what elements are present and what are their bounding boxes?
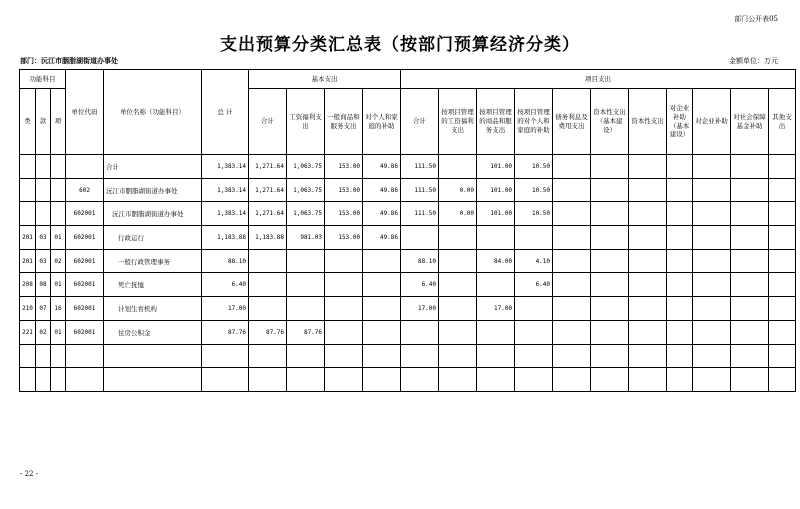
cell-kuan: 08 xyxy=(36,273,51,297)
cell-b-total: 1,271.64 xyxy=(249,202,287,226)
cell-xiang: 16 xyxy=(51,297,66,321)
table-cell xyxy=(731,249,769,273)
table-cell xyxy=(325,344,363,368)
cell-b-salary: 87.76 xyxy=(287,320,325,344)
cell-b-personal: 49.86 xyxy=(363,155,401,179)
table-cell xyxy=(629,368,667,392)
table-row xyxy=(20,249,796,273)
table-cell xyxy=(693,226,731,250)
cell-p-goods: 84.00 xyxy=(477,249,515,273)
table-cell xyxy=(591,202,629,226)
unit-code-header: 单位代码 xyxy=(66,70,104,155)
cell-b-salary: 1,063.75 xyxy=(287,155,325,179)
cell-b-total xyxy=(249,249,287,273)
table-cell xyxy=(477,344,515,368)
table-cell xyxy=(629,202,667,226)
cell-total: 1,383.14 xyxy=(202,155,249,179)
cell-lei: 201 xyxy=(20,249,36,273)
project-goods-header: 按项目管理的商品和服务支出 xyxy=(477,89,515,155)
cell-p-personal: 6.40 xyxy=(515,273,553,297)
table-cell xyxy=(553,202,591,226)
table-row xyxy=(20,178,796,202)
project-enterprise-header: 对企业补助 xyxy=(693,89,731,155)
table-cell xyxy=(667,249,693,273)
cell-b-total: 1,271.64 xyxy=(249,155,287,179)
cell-p-personal: 10.50 xyxy=(515,202,553,226)
table-cell xyxy=(591,226,629,250)
table-cell xyxy=(591,155,629,179)
cell-b-goods xyxy=(325,273,363,297)
cell-xiang: 01 xyxy=(51,273,66,297)
kuan-header: 款 xyxy=(36,89,51,155)
table-cell xyxy=(693,368,731,392)
cell-p-salary xyxy=(439,155,477,179)
cell-lei xyxy=(20,155,36,179)
cell-p-total: 88.10 xyxy=(401,249,439,273)
table-row xyxy=(20,320,796,344)
cell-name: 住房公积金 xyxy=(104,320,202,344)
cell-xiang: 02 xyxy=(51,249,66,273)
form-number: 部门公开表05 xyxy=(734,15,778,23)
cell-lei: 201 xyxy=(20,226,36,250)
table-cell xyxy=(591,297,629,321)
table-cell xyxy=(51,368,66,392)
table-cell xyxy=(553,368,591,392)
cell-p-goods: 17.00 xyxy=(477,297,515,321)
table-cell xyxy=(325,368,363,392)
project-expense-header: 项目支出 xyxy=(401,70,796,89)
cell-p-salary: 0.00 xyxy=(439,178,477,202)
total-header: 总 计 xyxy=(202,70,249,155)
project-personal-header: 按项目管理的对个人和家庭的补助 xyxy=(515,89,553,155)
table-cell xyxy=(693,249,731,273)
table-cell xyxy=(667,368,693,392)
table-cell xyxy=(769,155,796,179)
table-cell xyxy=(769,368,796,392)
cell-b-total: 87.76 xyxy=(249,320,287,344)
cell-p-goods: 101.00 xyxy=(477,178,515,202)
table-cell xyxy=(629,320,667,344)
cell-b-goods: 153.00 xyxy=(325,178,363,202)
cell-name: 一般行政管理事务 xyxy=(104,249,202,273)
cell-b-salary xyxy=(287,273,325,297)
table-cell xyxy=(591,273,629,297)
cell-p-goods xyxy=(477,226,515,250)
table-cell xyxy=(769,202,796,226)
cell-b-goods: 153.00 xyxy=(325,226,363,250)
cell-p-goods xyxy=(477,320,515,344)
cell-xiang xyxy=(51,202,66,226)
cell-p-salary: 0.00 xyxy=(439,202,477,226)
table-cell xyxy=(769,273,796,297)
basic-expense-header: 基本支出 xyxy=(249,70,401,89)
cell-b-personal: 49.86 xyxy=(363,178,401,202)
table-cell xyxy=(553,320,591,344)
table-cell xyxy=(731,178,769,202)
project-salary-header: 按项目管理的工资福利支出 xyxy=(439,89,477,155)
cell-name: 计划生育机构 xyxy=(104,297,202,321)
cell-p-total: 6.40 xyxy=(401,273,439,297)
table-cell xyxy=(693,320,731,344)
cell-p-personal xyxy=(515,320,553,344)
table-cell xyxy=(731,344,769,368)
table-cell xyxy=(287,344,325,368)
cell-b-salary: 1,063.75 xyxy=(287,202,325,226)
table-cell xyxy=(591,344,629,368)
cell-p-salary xyxy=(439,297,477,321)
cell-b-total: 1,183.88 xyxy=(249,226,287,250)
project-other-header: 其他支出 xyxy=(769,89,796,155)
table-cell xyxy=(731,297,769,321)
cell-b-personal: 49.86 xyxy=(363,226,401,250)
cell-b-total xyxy=(249,273,287,297)
unit-name-header: 单位名称（功能科目） xyxy=(104,70,202,155)
budget-table xyxy=(19,69,796,392)
table-cell xyxy=(769,178,796,202)
table-row xyxy=(20,368,796,392)
cell-p-personal xyxy=(515,297,553,321)
cell-lei: 221 xyxy=(20,320,36,344)
cell-b-personal: 49.86 xyxy=(363,202,401,226)
table-cell xyxy=(20,368,36,392)
cell-kuan xyxy=(36,178,51,202)
cell-p-goods xyxy=(477,273,515,297)
table-cell xyxy=(667,273,693,297)
cell-b-goods xyxy=(325,249,363,273)
table-cell xyxy=(477,368,515,392)
basic-personal-header: 对个人和家庭的补助 xyxy=(363,89,401,155)
table-cell xyxy=(769,320,796,344)
table-cell xyxy=(693,344,731,368)
cell-b-goods xyxy=(325,297,363,321)
table-cell xyxy=(629,226,667,250)
table-cell xyxy=(104,368,202,392)
table-cell xyxy=(629,178,667,202)
cell-b-personal xyxy=(363,273,401,297)
table-cell xyxy=(693,155,731,179)
cell-b-goods: 153.00 xyxy=(325,202,363,226)
cell-code: 602001 xyxy=(66,273,104,297)
cell-p-total: 111.50 xyxy=(401,155,439,179)
cell-p-total xyxy=(401,226,439,250)
table-cell xyxy=(66,344,104,368)
table-cell xyxy=(287,368,325,392)
cell-xiang xyxy=(51,178,66,202)
cell-p-total: 111.50 xyxy=(401,202,439,226)
cell-lei: 210 xyxy=(20,297,36,321)
table-cell xyxy=(667,297,693,321)
basic-goods-header: 一般商品和服务支出 xyxy=(325,89,363,155)
cell-total: 1,183.88 xyxy=(202,226,249,250)
project-social-header: 对社会保障基金补助 xyxy=(731,89,769,155)
currency-unit-label: 金额单位：万元 xyxy=(729,57,778,65)
cell-b-personal xyxy=(363,297,401,321)
cell-b-total: 1,271.64 xyxy=(249,178,287,202)
cell-name: 行政运行 xyxy=(104,226,202,250)
cell-p-personal: 4.10 xyxy=(515,249,553,273)
cell-kuan: 03 xyxy=(36,226,51,250)
xiang-header: 项 xyxy=(51,89,66,155)
cell-b-total xyxy=(249,297,287,321)
table-cell xyxy=(553,249,591,273)
table-cell xyxy=(667,202,693,226)
table-cell xyxy=(553,344,591,368)
table-cell xyxy=(202,368,249,392)
table-cell xyxy=(439,368,477,392)
cell-total: 17.00 xyxy=(202,297,249,321)
table-cell xyxy=(731,226,769,250)
table-cell xyxy=(731,155,769,179)
cell-p-personal: 10.50 xyxy=(515,155,553,179)
table-cell xyxy=(363,344,401,368)
table-cell xyxy=(553,178,591,202)
table-cell xyxy=(591,178,629,202)
table-row xyxy=(20,297,796,321)
cell-p-salary xyxy=(439,226,477,250)
cell-p-total: 111.50 xyxy=(401,178,439,202)
cell-name: 死亡抚恤 xyxy=(104,273,202,297)
table-cell xyxy=(515,344,553,368)
table-row xyxy=(20,202,796,226)
table-cell xyxy=(731,202,769,226)
cell-code: 602001 xyxy=(66,202,104,226)
cell-xiang: 01 xyxy=(51,226,66,250)
cell-p-salary xyxy=(439,273,477,297)
cell-b-goods: 153.00 xyxy=(325,155,363,179)
cell-kuan xyxy=(36,202,51,226)
table-cell xyxy=(629,155,667,179)
table-cell xyxy=(693,273,731,297)
table-cell xyxy=(769,297,796,321)
table-cell xyxy=(667,226,693,250)
table-cell xyxy=(36,344,51,368)
cell-name: 沅江市胭脂湖街道办事处 xyxy=(104,202,202,226)
table-cell xyxy=(249,368,287,392)
table-cell xyxy=(66,368,104,392)
department-label: 部门：沅江市胭脂湖街道办事处 xyxy=(20,56,118,65)
cell-p-salary xyxy=(439,249,477,273)
table-cell xyxy=(36,368,51,392)
cell-b-personal xyxy=(363,320,401,344)
cell-name: 合计 xyxy=(104,155,202,179)
table-cell xyxy=(693,297,731,321)
basic-salary-header: 工资福利支出 xyxy=(287,89,325,155)
table-cell xyxy=(515,368,553,392)
table-row xyxy=(20,155,796,179)
table-cell xyxy=(553,297,591,321)
cell-p-goods: 101.00 xyxy=(477,202,515,226)
table-cell xyxy=(667,155,693,179)
cell-p-personal xyxy=(515,226,553,250)
cell-b-goods xyxy=(325,320,363,344)
table-cell xyxy=(51,344,66,368)
project-debt-header: 债务利息及费用支出 xyxy=(553,89,591,155)
table-row xyxy=(20,344,796,368)
cell-b-salary xyxy=(287,249,325,273)
cell-total: 87.76 xyxy=(202,320,249,344)
cell-kuan: 07 xyxy=(36,297,51,321)
cell-p-salary xyxy=(439,320,477,344)
cell-lei xyxy=(20,178,36,202)
table-cell xyxy=(629,297,667,321)
table-cell xyxy=(629,249,667,273)
table-cell xyxy=(591,249,629,273)
cell-name: 沅江市胭脂湖街道办事处 xyxy=(104,178,202,202)
cell-code: 602001 xyxy=(66,297,104,321)
cell-lei xyxy=(20,202,36,226)
cell-code xyxy=(66,155,104,179)
table-cell xyxy=(731,320,769,344)
page-number: - 22 - xyxy=(20,470,39,478)
table-cell xyxy=(202,344,249,368)
cell-xiang xyxy=(51,155,66,179)
table-cell xyxy=(553,155,591,179)
table-cell xyxy=(693,178,731,202)
page-title: 支出预算分类汇总表（按部门预算经济分类） xyxy=(220,35,580,55)
table-cell xyxy=(769,226,796,250)
cell-p-personal: 10.50 xyxy=(515,178,553,202)
table-cell xyxy=(629,273,667,297)
cell-code: 602001 xyxy=(66,320,104,344)
table-cell xyxy=(629,344,667,368)
table-cell xyxy=(20,344,36,368)
cell-b-salary: 981.03 xyxy=(287,226,325,250)
cell-p-total: 17.00 xyxy=(401,297,439,321)
project-capital-build-header: 资本性支出（基本建设） xyxy=(591,89,629,155)
cell-total: 88.10 xyxy=(202,249,249,273)
table-cell xyxy=(439,344,477,368)
lei-header: 类 xyxy=(20,89,36,155)
cell-p-goods: 101.00 xyxy=(477,155,515,179)
cell-kuan xyxy=(36,155,51,179)
func-subject-header: 功能科目 xyxy=(20,70,66,89)
table-cell xyxy=(591,368,629,392)
cell-xiang: 01 xyxy=(51,320,66,344)
cell-b-salary xyxy=(287,297,325,321)
cell-b-personal xyxy=(363,249,401,273)
table-cell xyxy=(553,226,591,250)
cell-code: 602001 xyxy=(66,249,104,273)
table-cell xyxy=(731,368,769,392)
cell-lei: 208 xyxy=(20,273,36,297)
project-enterprise-build-header: 对企业补助（基本建设） xyxy=(667,89,693,155)
table-cell xyxy=(667,344,693,368)
table-cell xyxy=(401,368,439,392)
table-cell xyxy=(591,320,629,344)
table-cell xyxy=(553,273,591,297)
table-cell xyxy=(667,320,693,344)
cell-kuan: 03 xyxy=(36,249,51,273)
cell-p-total xyxy=(401,320,439,344)
table-cell xyxy=(693,202,731,226)
table-cell xyxy=(769,344,796,368)
cell-total: 6.40 xyxy=(202,273,249,297)
table-cell xyxy=(731,273,769,297)
table-cell xyxy=(104,344,202,368)
cell-kuan: 02 xyxy=(36,320,51,344)
table-cell xyxy=(667,178,693,202)
cell-b-salary: 1,063.75 xyxy=(287,178,325,202)
table-cell xyxy=(401,344,439,368)
project-capital-header: 资本性支出 xyxy=(629,89,667,155)
cell-code: 602001 xyxy=(66,226,104,250)
table-cell xyxy=(249,344,287,368)
table-row xyxy=(20,273,796,297)
cell-code: 602 xyxy=(66,178,104,202)
basic-total-header: 合计 xyxy=(249,89,287,155)
table-row xyxy=(20,226,796,250)
table-cell xyxy=(363,368,401,392)
project-total-header: 合计 xyxy=(401,89,439,155)
cell-total: 1,383.14 xyxy=(202,202,249,226)
cell-total: 1,383.14 xyxy=(202,178,249,202)
table-cell xyxy=(769,249,796,273)
